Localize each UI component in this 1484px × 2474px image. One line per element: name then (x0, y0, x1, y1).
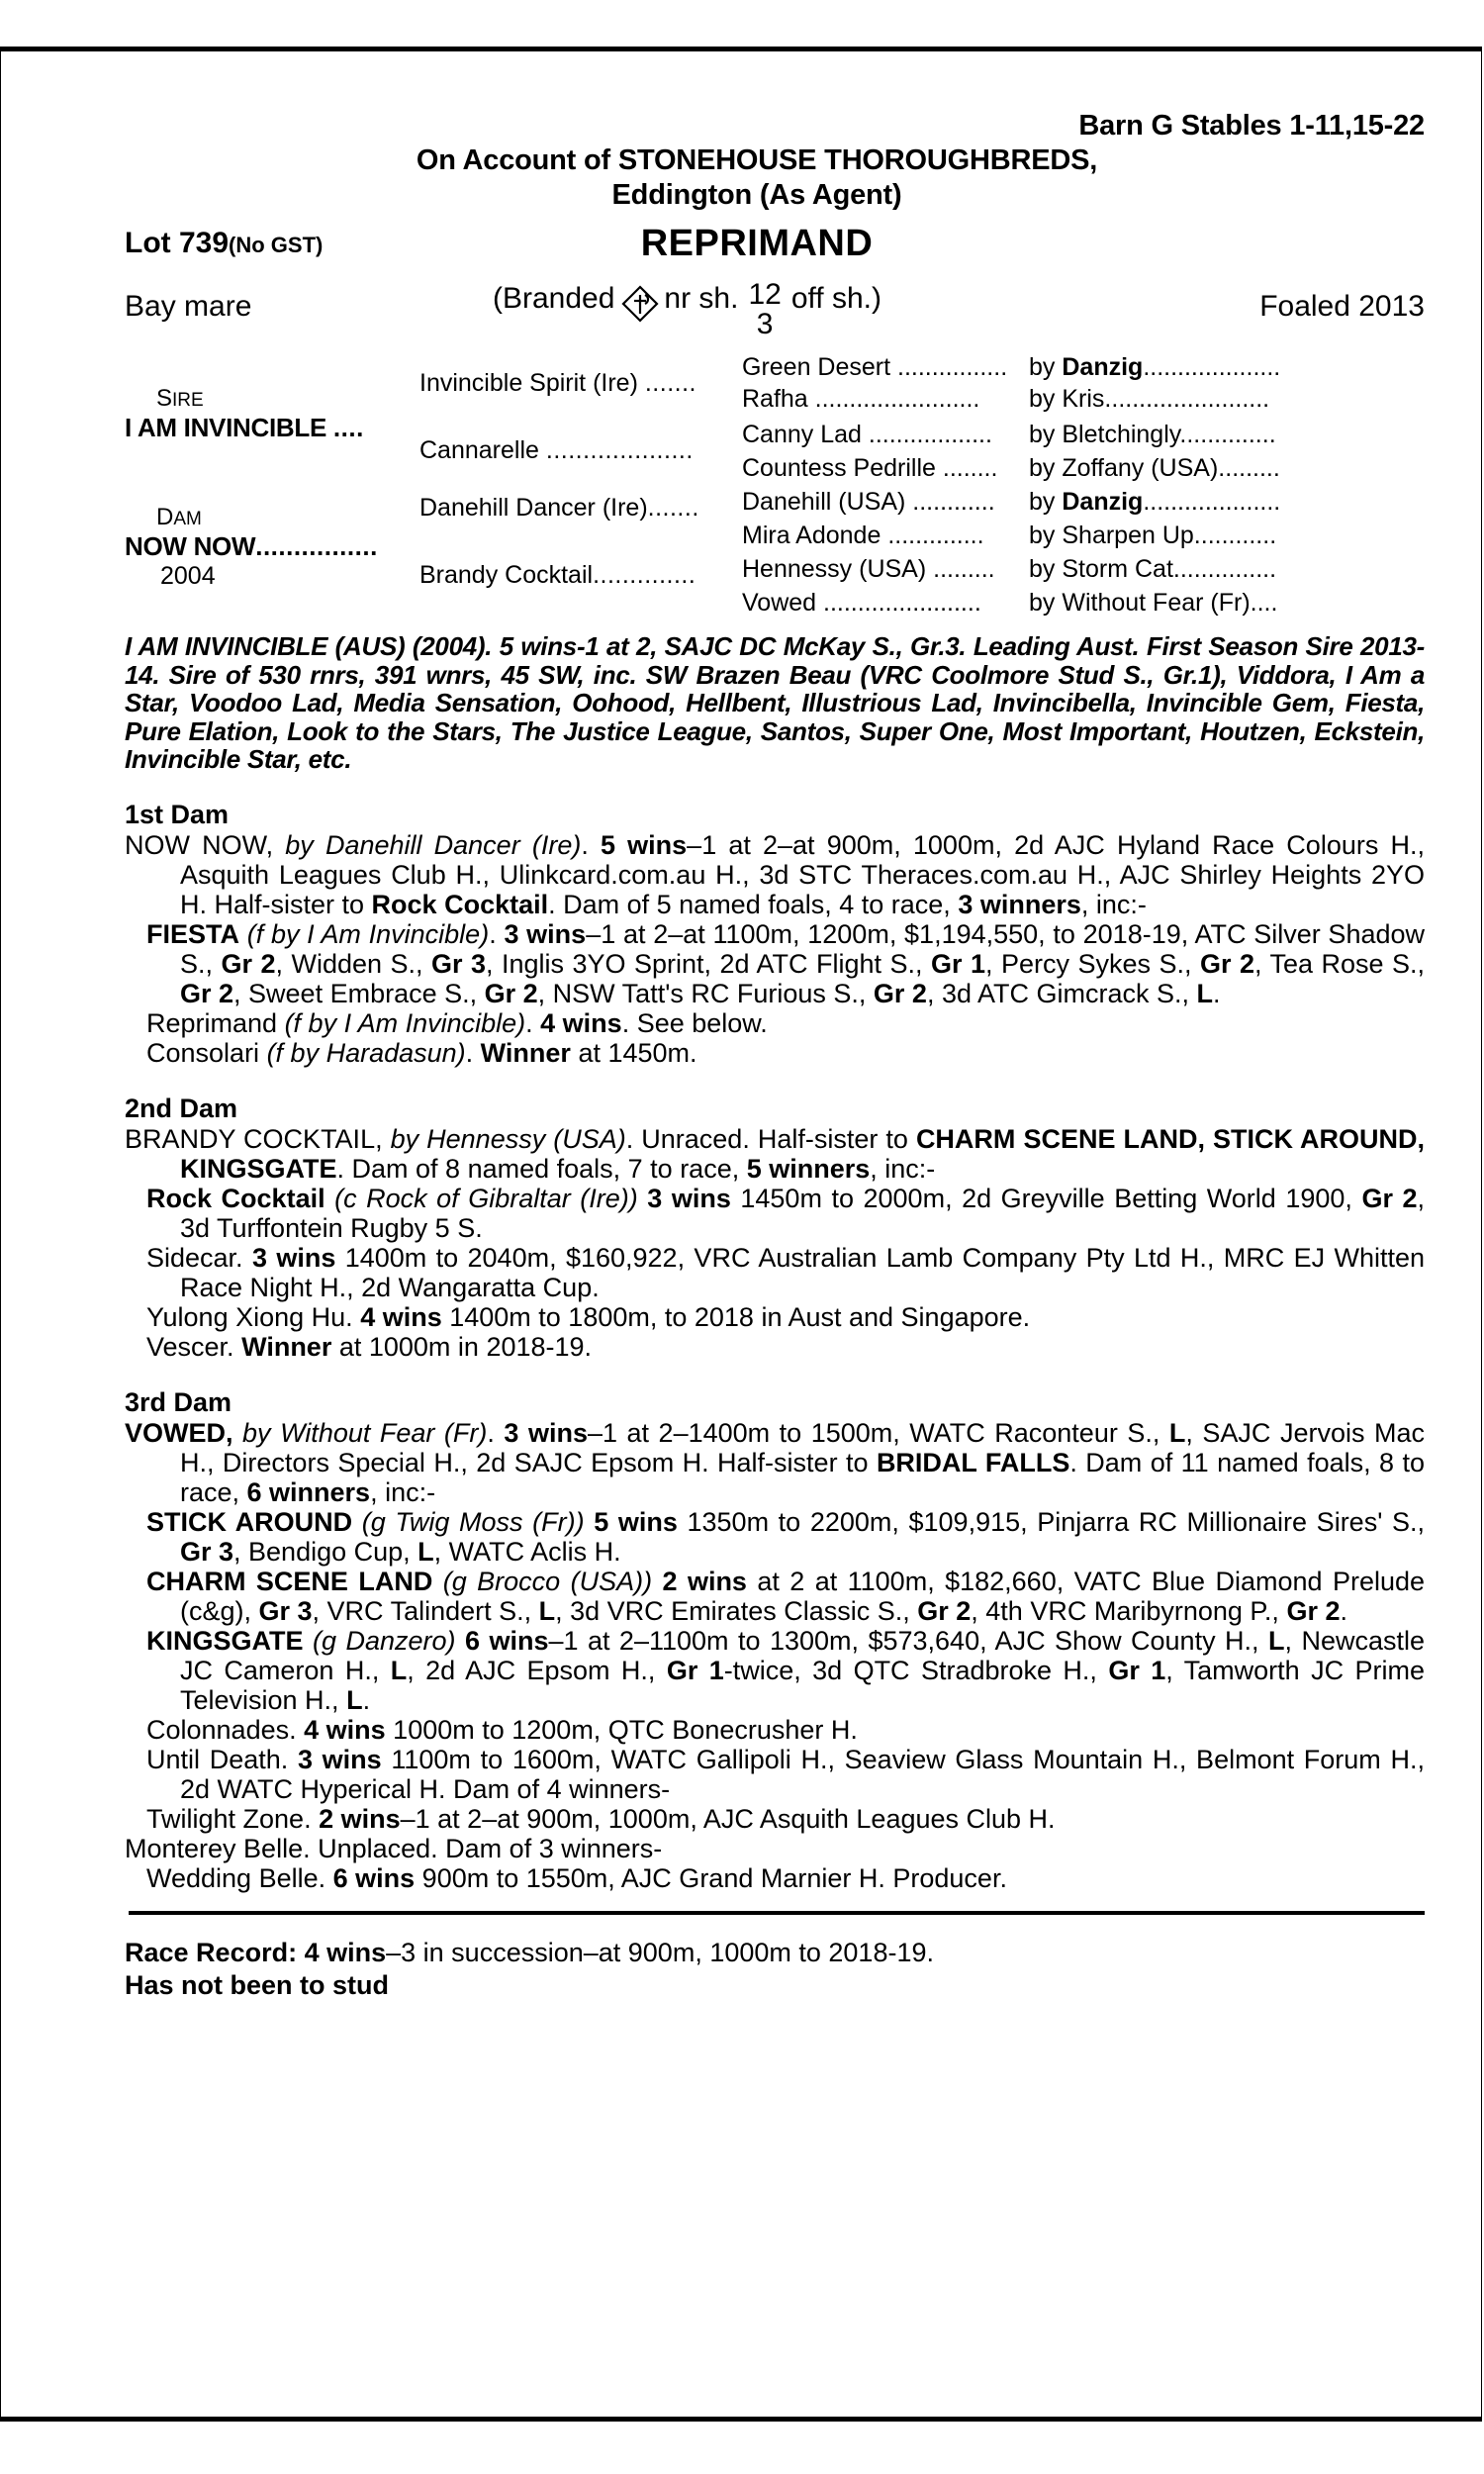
stud-status: Has not been to stud (125, 1969, 390, 2000)
related-horse: Rock Cocktail (371, 889, 549, 919)
wins-count: 3 wins (297, 1744, 382, 1774)
text-run: , SAJC Jervois Mac H., Directors Special H., 2d SAJC Epsom H. Half-sister to (180, 1417, 1425, 1477)
leader-dots: .................. (861, 421, 992, 448)
sire-group (125, 385, 364, 443)
wins-count: 3 wins (504, 918, 587, 949)
vendor-account-line-1: On Account of STONEHOUSE THOROUGHBREDS, (416, 144, 1098, 176)
text-run: -twice, 3d QTC Stradbroke H., (723, 1655, 1109, 1685)
text-run: , Percy Sykes S., (985, 948, 1200, 979)
progeny-entry (125, 1008, 1425, 1038)
text-run: , 3d ATC Gimcrack S., (926, 978, 1197, 1008)
ancestor-sire-name: Sharpen Up (1062, 522, 1194, 549)
dam-sire-note: by Hennessy (USA) (382, 1123, 626, 1154)
sex-brand-foaled-row (0, 278, 1484, 340)
text-run: , 2d AJC Epsom H., (407, 1655, 667, 1685)
sire-sire: Invincible Spirit (Ire) ....... (419, 369, 696, 397)
lot-number: Lot 739 (125, 227, 230, 259)
wins-count: 3 wins (647, 1183, 731, 1213)
leader-dots: .... (1250, 589, 1278, 617)
progeny-name: KINGSGATE (146, 1625, 304, 1656)
text-run: . See below. (621, 1007, 768, 1038)
wins-count: Winner (480, 1037, 571, 1068)
dam-sire-note: by Without Fear (Fr) (232, 1417, 488, 1448)
text-run: , Sweet Embrace S., (233, 978, 485, 1008)
race-record-wins: 4 wins (304, 1937, 387, 1967)
leader-dots: ............... (1172, 555, 1277, 583)
dam-label: DAM (156, 504, 202, 530)
progeny-name: Consolari (146, 1037, 260, 1068)
text-run: . (581, 829, 601, 860)
ancestor-sire-name: Danzig (1062, 353, 1144, 381)
text-run (312, 1804, 320, 1834)
foaled-year: Foaled 2013 (1259, 290, 1425, 323)
brand-prefix-text: (Branded (493, 282, 615, 315)
progeny-name: Twilight Zone. (146, 1803, 312, 1834)
ancestor-sire-name: Bletchingly (1062, 421, 1180, 448)
ancestor-sire-name: Kris (1062, 385, 1105, 413)
ancestor-sire-name: Zoffany (USA) (1062, 454, 1219, 482)
second-dam-heading: 2nd Dam (125, 1093, 238, 1123)
grade-label: Gr 3 (180, 1536, 234, 1567)
gst-note: (No GST) (229, 233, 324, 257)
third-dam-block (125, 1418, 1425, 1893)
text-run: –1 at 2–1400m to 1500m, WATC Raconteur S., (587, 1417, 1169, 1448)
brand-denominator: 3 (756, 308, 774, 340)
text-run: , Newcastle JC Cameron H., (180, 1625, 1426, 1685)
ancestor-name: Mira Adonde (742, 522, 881, 549)
text-run: , 4th VRC Maribyrnong P., (971, 1595, 1287, 1626)
dam-name-text: VOWED, (125, 1417, 233, 1448)
dam-sire-note: by Danehill Dancer (Ire) (273, 829, 582, 860)
text-run: . (362, 1684, 371, 1715)
progeny-name: STICK AROUND (146, 1506, 353, 1537)
progeny-sire-note: (f by I Am Invincible) (239, 918, 490, 949)
grade-label: Gr 3 (431, 948, 487, 979)
text-run: –1 at 2–at 900m, 1000m, AJC Asquith Leagues Club H. (400, 1803, 1056, 1834)
wins-count: 2 wins (319, 1803, 401, 1834)
text-run: . (1213, 978, 1221, 1008)
winners-count: 3 winners (958, 889, 1081, 919)
ancestor-name: Rafha (742, 385, 808, 413)
progeny-entry (125, 1332, 1425, 1362)
text-run: , inc:- (870, 1153, 936, 1184)
pedigree-gen3-name (742, 589, 981, 618)
progeny-entry (125, 1038, 1425, 1068)
leader-dots: ............ (905, 488, 995, 516)
dam-name-text: BRANDY COCKTAIL, (125, 1123, 383, 1154)
grade-label: Gr 2 (1200, 948, 1255, 979)
ancestor-name: Countess Pedrille (742, 454, 936, 482)
progeny-sire-note: (g Danzero) (303, 1625, 456, 1656)
pedigree-gen3-sire (1029, 454, 1280, 483)
grade-label: L (390, 1655, 408, 1685)
wins-count: 4 wins (540, 1007, 622, 1038)
ancestor-name: Hennessy (USA) (742, 555, 927, 583)
wins-count: 4 wins (304, 1714, 386, 1745)
text-run: . (1340, 1595, 1347, 1626)
progeny-name: Colonnades. (146, 1714, 297, 1745)
leader-dots: ............ (1193, 522, 1277, 549)
ancestor-name: Canny Lad (742, 421, 862, 448)
pedigree-gen3-name (742, 385, 979, 414)
brand-near-shoulder-text: nr sh. (664, 282, 739, 315)
grade-label: L (538, 1595, 556, 1626)
second-dam-block (125, 1124, 1425, 1362)
grade-label: Gr 2 (221, 948, 276, 979)
progeny-entry (125, 1507, 1425, 1567)
race-record-section (125, 1937, 1425, 2002)
text-run: , Tea Rose S., (1254, 948, 1426, 979)
text-run: . Dam of 5 named foals, 4 to race, (548, 889, 959, 919)
text-run: , NSW Tatt's RC Furious S., (537, 978, 874, 1008)
pedigree-gen3-sire (1029, 522, 1276, 550)
progeny-name: CHARM SCENE LAND (146, 1566, 433, 1596)
brand-off-shoulder-number (748, 280, 781, 339)
pedigree-gen3-name (742, 353, 1007, 382)
grade-label: Gr 2 (917, 1595, 972, 1626)
pedigree-gen3-name (742, 522, 984, 550)
text-run: , WATC Aclis H. (433, 1536, 621, 1567)
text-run: at 1000m in 2018-19. (331, 1331, 593, 1362)
progeny-entry (125, 1715, 1425, 1745)
pedigree-gen3-name (742, 454, 997, 483)
leader-dots: ......... (1218, 454, 1280, 482)
lot-title-row (0, 223, 1484, 278)
first-dam-heading: 1st Dam (125, 799, 230, 829)
wins-count: 5 wins (594, 1506, 678, 1537)
text-run: . (525, 1007, 541, 1038)
text-run: –1 at 2–at 1100m, 1200m, $1,194,550, to 2018-19, ATC Silver Shadow S., (180, 918, 1426, 979)
text-run: , Inglis 3YO Sprint, 2d ATC Flight S., (486, 948, 932, 979)
winners-count: 5 winners (746, 1153, 871, 1184)
second-dam-main-entry (125, 1124, 1425, 1184)
progeny-name: FIESTA (146, 918, 239, 949)
sire-summary-paragraph: I AM INVINCIBLE (AUS) (2004). 5 wins-1 at 2, SAJC DC McKay S., Gr.3. Leading Aust. First Season Sire 2013-14. Sire of 530 rnrs, 391 wnrs, 45 SW, inc. SW Brazen Beau (VRC Coolmore Stud S., Gr.1), Viddora, I Am a Star, Voodoo Lad, Media Sensation, Oohood, Hellbent, Illustrious Lad, Invincibella, Invincible Gem, Fiesta, Pure Elation, Look to the Stars, The Justice League, Santos, Super One, Most Important, Houtzen, Eckstein, Invincible Star, etc. (125, 631, 1425, 774)
leader-dots: .............. (1179, 421, 1276, 448)
text-run: at 2 at 1100m, $182,660, VATC Blue Diamond Prelude (c&g), (180, 1566, 1426, 1626)
barn-stables-label: Barn G Stables 1-11,15-22 (1078, 110, 1425, 142)
text-run (234, 1332, 242, 1362)
vendor-account-line-2: Eddington (As Agent) (611, 179, 902, 211)
leader-dots: ....................... (816, 589, 981, 617)
leader-dots: .................... (1143, 488, 1281, 516)
text-run: . (487, 1417, 505, 1448)
text-run: , inc:- (1080, 889, 1147, 919)
by-word: by (1029, 454, 1063, 482)
pedigree-gen3-name (742, 555, 995, 584)
grade-label: Gr 1 (931, 948, 986, 979)
text-run (297, 1715, 305, 1745)
ancestor-name: Green Desert (742, 353, 891, 381)
grade-label: Gr 2 (1361, 1183, 1418, 1213)
progeny-name: Yulong Xiong Hu. (146, 1301, 353, 1332)
brand-suffix-text: off sh.) (790, 282, 881, 315)
related-horses: CHARM SCENE LAND, STICK AROUND, KINGSGATE (180, 1123, 1426, 1184)
pedigree-gen3-name (742, 488, 995, 517)
text-run: 1400m to 2040m, $160,922, VRC Australian Lamb Company Pty Ltd H., MRC EJ Whitten Race Night H., 2d Wangaratta Cup. (180, 1242, 1425, 1302)
grade-label: BRIDAL FALLS (876, 1447, 1070, 1477)
by-word: by (1029, 589, 1063, 617)
progeny-entry (125, 1184, 1425, 1243)
sub-dam-note (125, 1834, 1425, 1863)
text-run: 1000m to 1200m, QTC Bonecrusher H. (385, 1714, 858, 1745)
progeny-entry (125, 1745, 1425, 1804)
text-run: , Widden S., (275, 948, 432, 979)
text-run (288, 1745, 298, 1774)
page-header (0, 0, 1484, 213)
progeny-name: Reprimand (146, 1007, 278, 1038)
text-run: 1400m to 1800m, to 2018 in Aust and Singapore. (441, 1301, 1031, 1332)
progeny-entry (125, 1243, 1425, 1302)
third-dam-main-entry (125, 1418, 1425, 1507)
text-run (585, 1507, 595, 1537)
wins-count: 3 wins (251, 1242, 336, 1273)
leader-dots: ................ (890, 353, 1008, 381)
text-run: , 3d Turffontein Rugby 5 S. (180, 1183, 1426, 1243)
grade-label: L (1268, 1625, 1285, 1656)
grade-label: Gr 1 (666, 1655, 724, 1685)
text-run (652, 1567, 662, 1596)
text-run (638, 1184, 648, 1213)
text-run: 1450m to 2000m, 2d Greyville Betting World 1900, (730, 1183, 1362, 1213)
grade-label: Gr 2 (1286, 1595, 1341, 1626)
progeny-name: Rock Cocktail (146, 1183, 325, 1213)
leader-dots: ........................ (1104, 385, 1270, 413)
pedigree-gen3-sire (1029, 555, 1276, 584)
text-run: 900m to 1550m, AJC Grand Marnier H. Producer. (415, 1862, 1007, 1893)
grade-label: L (417, 1536, 434, 1567)
text-run: . Dam of 11 named foals, 8 to race, (180, 1447, 1426, 1507)
pedigree-gen3-sire (1029, 488, 1280, 517)
sire-name: I AM INVINCIBLE .... (125, 413, 364, 442)
race-record-detail: –3 in succession–at 900m, 1000m to 2018-19. (386, 1937, 934, 1967)
text-run: at 1450m. (570, 1037, 697, 1068)
wins-count: 5 wins (600, 829, 688, 860)
ancestor-sire-name: Storm Cat (1062, 555, 1173, 583)
progeny-sire-note: (g Brocco (USA)) (432, 1566, 653, 1596)
leader-dots: .................... (1143, 353, 1281, 381)
pedigree-gen3-sire (1029, 353, 1280, 382)
text-run: , 3d VRC Emirates Classic S., (555, 1595, 918, 1626)
grade-label: Gr 2 (484, 978, 538, 1008)
first-dam-main-entry (125, 830, 1425, 919)
text-run: . Dam of 8 named foals, 7 to race, (336, 1153, 747, 1184)
sub-progeny-entry (125, 1804, 1425, 1834)
by-word: by (1029, 555, 1063, 583)
grade-label: L (1196, 978, 1213, 1008)
sex-and-colour: Bay mare (125, 290, 252, 323)
grade-label: L (1168, 1417, 1186, 1448)
race-record-label: Race Record: (125, 1937, 298, 1967)
sub-progeny-entry (125, 1863, 1425, 1893)
progeny-name: Wedding Belle. (146, 1862, 326, 1893)
race-record-line (125, 1937, 1425, 1969)
sire-dam: Cannarelle .................... (419, 436, 694, 464)
by-word: by (1029, 385, 1063, 413)
text-run: Monterey Belle. Unplaced. Dam of 3 winners- (125, 1833, 663, 1863)
by-word: by (1029, 353, 1063, 381)
wins-count: 6 wins (464, 1625, 549, 1656)
by-word: by (1029, 421, 1063, 448)
text-run: 1100m to 1600m, WATC Gallipoli H., Seaview Glass Mountain H., Belmont Forum H., 2d WATC Hyperical H. Dam of 4 winners- (180, 1744, 1425, 1804)
pedigree-gen3-sire (1029, 421, 1276, 449)
progeny-entry (125, 1567, 1425, 1626)
dam-sire: Danehill Dancer (Ire)....... (419, 494, 699, 522)
by-word: by (1029, 488, 1063, 516)
pedigree-gen3-name (742, 421, 992, 449)
sire-label: SIRE (156, 385, 204, 412)
dam-name-text: NOW NOW, (125, 829, 274, 860)
progeny-sire-note: (f by I Am Invincible) (277, 1007, 526, 1038)
ancestor-name: Vowed (742, 589, 817, 617)
progeny-name: Sidecar. (146, 1242, 243, 1273)
text-run: , VRC Talindert S., (312, 1595, 539, 1626)
dam-group (125, 504, 378, 591)
grade-label: L (346, 1684, 363, 1715)
progeny-name: Vescer. (146, 1331, 234, 1362)
ancestor-sire-name: Without Fear (Fr) (1062, 589, 1251, 617)
wins-count: 4 wins (360, 1301, 442, 1332)
grade-label: Gr 2 (873, 978, 927, 1008)
progeny-entry (125, 1302, 1425, 1332)
text-run (456, 1626, 465, 1656)
progeny-sire-note: (f by Haradasun) (259, 1037, 466, 1068)
pedigree-gen3-sire (1029, 589, 1277, 618)
leader-dots: ........................ (807, 385, 980, 413)
text-run: 1350m to 2200m, $109,915, Pinjarra RC Millionaire Sires' S., (677, 1506, 1425, 1537)
progeny-entry (125, 1626, 1425, 1715)
progeny-entry (125, 919, 1425, 1008)
progeny-name: Until Death. (146, 1744, 289, 1774)
brand-numerator: 12 (748, 278, 782, 311)
text-run: , Bendigo Cup, (233, 1536, 418, 1567)
text-run: . Unraced. Half-sister to (625, 1123, 916, 1154)
third-dam-heading: 3rd Dam (125, 1386, 232, 1417)
dam-year: 2004 (160, 562, 216, 590)
text-run: –1 at 2–at 900m, 1000m, 2d AJC Hyland Race Colours H., Asquith Leagues Club H., Ulinkcard.com.au H., 3d STC Theraces.com.au H., AJC Shirley Heights 2YO H. Half-sister to (180, 829, 1425, 919)
footer-divider (129, 1911, 1425, 1915)
diamond-brand-icon (620, 284, 660, 324)
text-run: . (489, 918, 505, 949)
brand-description (493, 278, 881, 341)
wins-count: Winner (241, 1331, 332, 1362)
text-run: –1 at 2–1100m to 1300m, $573,640, AJC Show County H., (548, 1625, 1268, 1656)
text-run: , inc:- (370, 1476, 436, 1507)
ancestor-sire-name: Danzig (1062, 488, 1144, 516)
pedigree-table (0, 353, 1484, 624)
by-word: by (1029, 522, 1063, 549)
progeny-sire-note: (c Rock of Gibraltar (Ire)) (325, 1183, 638, 1213)
pedigree-gen3-sire (1029, 385, 1269, 414)
first-dam-block (125, 830, 1425, 1068)
dam-name: NOW NOW................ (125, 531, 378, 561)
page-title: REPRIMAND (640, 223, 874, 264)
leader-dots: ......... (926, 555, 995, 583)
ancestor-name: Danehill (USA) (742, 488, 906, 516)
grade-label: 6 winners (246, 1476, 371, 1507)
grade-label: Gr 3 (258, 1595, 313, 1626)
wins-count: 2 wins (662, 1566, 747, 1596)
text-run (325, 1863, 333, 1893)
leader-dots: .............. (881, 522, 984, 549)
wins-count: 3 wins (504, 1417, 588, 1448)
grade-label: Gr 2 (180, 978, 234, 1008)
text-run: , Tamworth JC Prime Television H., (180, 1655, 1425, 1715)
dam-dam: Brandy Cocktail.............. (419, 561, 696, 589)
progeny-sire-note: (g Twig Moss (Fr)) (352, 1506, 585, 1537)
grade-label: Gr 1 (1108, 1655, 1166, 1685)
wins-count: 6 wins (332, 1862, 416, 1893)
text-run (243, 1243, 252, 1273)
leader-dots: ........ (935, 454, 998, 482)
text-run: . (465, 1037, 481, 1068)
